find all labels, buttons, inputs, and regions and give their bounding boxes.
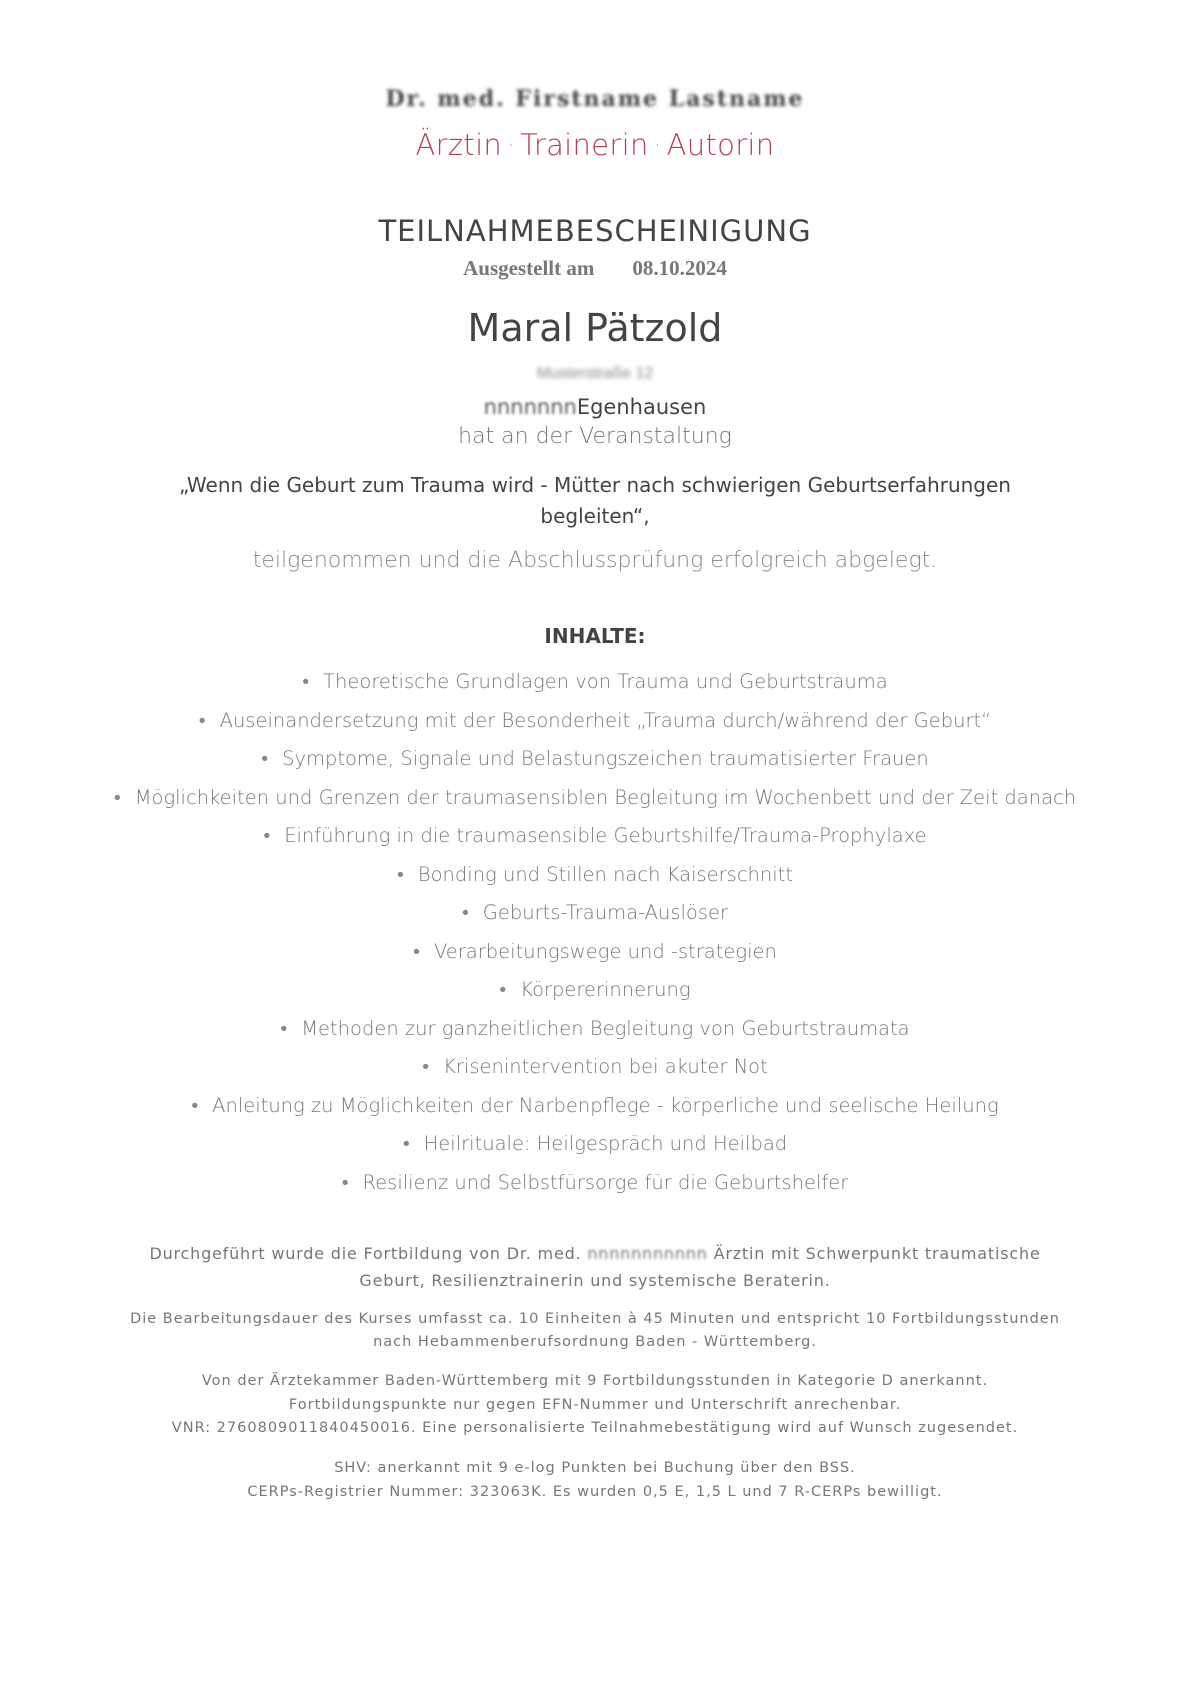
list-item — [0, 856, 1190, 895]
shv-line-1: SHV: anerkannt mit 9 e-log Punkten bei Buchung über den BSS. — [334, 1460, 856, 1476]
list-item — [0, 1125, 1190, 1164]
bullet-icon: • — [198, 708, 206, 732]
bullet-icon: • — [402, 1132, 410, 1155]
list-item — [0, 702, 1190, 741]
issued-label: Ausgestellt am — [463, 256, 595, 280]
issued-date: 08.10.2024 — [632, 256, 727, 280]
list-item-text: Einführung in die traumasensible Geburtshilfe/Trauma-Prophylaxe — [284, 824, 927, 847]
conducted-suffix: Ärztin mit Schwerpunkt traumatische — [713, 1244, 1041, 1263]
document-title: TEILNAHMEBESCHEINIGUNG — [378, 214, 812, 248]
conducted-redacted: nnnnnnnnnnn — [587, 1244, 708, 1263]
duration-line-2: nach Hebammenberufsordnung Baden - Württemberg. — [373, 1334, 817, 1350]
chamber-line-3: VNR: 2760809011840450016. Eine personalisierte Teilnahmebestätigung wird auf Wunsch zugesendet. — [171, 1420, 1019, 1436]
contents-heading: INHALTE: — [544, 624, 646, 648]
city-name: Egenhausen — [576, 395, 707, 419]
issued-line — [0, 256, 1190, 281]
completion-text: teilgenommen und die Abschlussprüfung erfolgreich abgelegt. — [252, 548, 938, 573]
contents-list — [0, 663, 1190, 1202]
bullet-icon: • — [461, 901, 469, 924]
subtitle-part-1: Ärztin — [415, 128, 503, 162]
conducted-line-1 — [100, 1240, 1090, 1267]
recipient-city — [0, 395, 1190, 419]
bullet-icon: • — [499, 978, 507, 1001]
list-item — [0, 1048, 1190, 1087]
list-item-text: Körpererinnerung — [520, 978, 691, 1001]
course-title: „Wenn die Geburt zum Trauma wird - Mütter nach schwierigen Geburtserfahrungen begleiten“, — [179, 473, 1011, 528]
list-item-text: Möglichkeiten und Grenzen der traumasensiblen Begleitung im Wochenbett und der Zeit danach — [134, 785, 1077, 809]
list-item — [0, 1087, 1190, 1126]
footer-chamber — [100, 1370, 1090, 1441]
issuer-subtitle — [0, 128, 1190, 162]
list-item-text: Theoretische Grundlagen von Trauma und Geburtstrauma — [323, 670, 888, 693]
dot-separator-icon: · — [508, 135, 515, 156]
list-item — [0, 894, 1190, 933]
list-item-text: Heilrituale: Heilgespräch und Heilbad — [423, 1132, 788, 1155]
bullet-icon: • — [341, 1170, 349, 1194]
shv-line-2: CERPs-Registrier Nummer: 323063K. Es wurden 0,5 E, 1,5 L und 7 R-CERPs bewilligt. — [247, 1483, 943, 1500]
list-item-text: Krisenintervention bei akuter Not — [443, 1055, 768, 1078]
list-item-text: Anleitung zu Möglichkeiten der Narbenpflege - körperliche und seelische Heilung — [212, 1093, 999, 1117]
intro-text: hat an der Veranstaltung — [458, 424, 732, 449]
list-item-text: Bonding und Stillen nach Kaiserschnitt — [417, 862, 793, 886]
footer-shv — [100, 1457, 1090, 1504]
bullet-icon: • — [263, 824, 271, 847]
list-item-text: Verarbeitungswege und -strategien — [433, 939, 777, 963]
list-item — [0, 971, 1190, 1010]
recipient-name: Maral Pätzold — [467, 306, 723, 350]
recipient-street-redacted: Musterstraße 12 — [536, 365, 654, 382]
bullet-icon: • — [261, 747, 269, 770]
conducted-line-2: Geburt, Resilienztrainerin und systemische Beraterin. — [359, 1271, 831, 1290]
issuer-name-redacted: Dr. med. Firstname Lastname — [385, 86, 805, 112]
list-item — [0, 779, 1190, 818]
list-item — [0, 740, 1190, 779]
subtitle-part-3: Autorin — [666, 128, 775, 162]
bullet-icon: • — [280, 1016, 288, 1040]
dot-separator-icon: · — [654, 135, 661, 156]
footer-duration — [100, 1308, 1090, 1354]
list-item — [0, 817, 1190, 856]
bullet-icon: • — [422, 1055, 430, 1078]
duration-line-1: Die Bearbeitungsdauer des Kurses umfasst ca. 10 Einheiten à 45 Minuten und entspricht 10 Fortbildungsstunden — [130, 1311, 1060, 1327]
list-item-text: Symptome, Signale und Belastungszeichen traumatisierter Frauen — [282, 747, 929, 770]
conducted-prefix: Durchgeführt wurde die Fortbildung von Dr. med. — [149, 1244, 582, 1263]
list-item — [0, 1164, 1190, 1203]
list-item — [0, 663, 1190, 702]
footer-conducted-by — [100, 1240, 1090, 1294]
bullet-icon: • — [302, 670, 310, 693]
chamber-line-1: Von der Ärztekammer Baden-Württemberg mit 9 Fortbildungsstunden in Kategorie D anerkannt. — [201, 1373, 989, 1389]
list-item-text: Resilienz und Selbstfürsorge für die Geburtshelfer — [362, 1170, 849, 1194]
list-item — [0, 1010, 1190, 1049]
list-item-text: Geburts-Trauma-Auslöser — [482, 901, 729, 924]
list-item-text: Methoden zur ganzheitlichen Begleitung von Geburtstraumata — [301, 1016, 910, 1040]
bullet-icon: • — [113, 785, 121, 809]
city-redacted-prefix: nnnnnnn — [483, 395, 577, 419]
bullet-icon: • — [413, 939, 420, 963]
bullet-icon: • — [191, 1093, 199, 1117]
list-item — [0, 933, 1190, 972]
subtitle-part-2: Trainerin — [520, 128, 649, 162]
list-item-text: Auseinandersetzung mit der Besonderheit „Trauma durch/während der Geburt“ — [219, 708, 992, 732]
chamber-line-2: Fortbildungspunkte nur gegen EFN-Nummer und Unterschrift anrechenbar. — [288, 1396, 902, 1413]
bullet-icon: • — [397, 862, 404, 886]
